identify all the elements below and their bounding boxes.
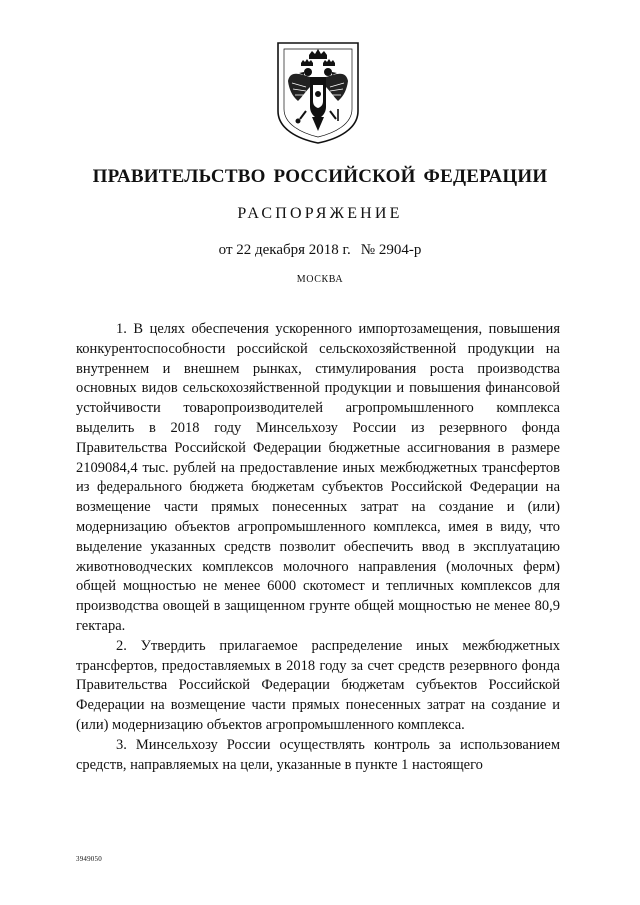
paragraph-3: 3. Минсельхозу России осуществлять контроль за использованием средств, направляемых на цели, указанные в пункте 1 настоящего [76, 736, 560, 773]
document-date: от 22 декабря 2018 г. [218, 242, 351, 258]
document-body [76, 320, 560, 775]
paragraph-1: 1. В целях обеспечения ускоренного импортозамещения, повышения конкурентоспособности российской сельскохозяйственной продукции на внутреннем и внешнем рынках, стимулирования роста производства основных видов сельскохозяйственной продукции и повышения финансовой устойчивости товаропроизводителей агропромышленного комплекса выделить в 2018 году Минсельхозу России из резервного фонда Правительства Российской Федерации бюджетные ассигнования в размере 2109084,4 тыс. рублей на предоставление иных межбюджетных трансфертов из федерального бюджета бюджетам субъектов Российской Федерации на возмещение части прямых понесенных затрат на создание и (или) модернизацию объектов агропромышленного комплекса, имея в виду, что выделение указанных средств позволит обеспечить ввод в эксплуатацию животноводческих комплексов молочного направления (молочных ферм) общей мощностью не менее 6000 скотомест и тепличных комплексов для производства овощей в защищенном грунте общей мощностью не менее 80,9 гектара. [76, 321, 560, 634]
document-number: № 2904-р [360, 242, 422, 258]
document-city: МОСКВА [296, 274, 344, 285]
government-title: ПРАВИТЕЛЬСТВО РОССИЙСКОЙ ФЕДЕРАЦИИ [92, 166, 548, 187]
paragraph-2: 2. Утвердить прилагаемое распределение иных межбюджетных трансфертов, предоставляемых в 2018 году за счет средств резервного фонда Правительства Российской Федерации бюджетам субъектов Российской Федерации на возмещение части прямых понесенных затрат на создание и (или) модернизацию объектов агропромышленного комплекса. [76, 637, 560, 733]
document-type: РАСПОРЯЖЕНИЕ [237, 205, 403, 222]
russian-coat-of-arms-icon [276, 41, 360, 145]
document-date-line [0, 242, 640, 259]
footer-document-code: 3949050 [76, 855, 102, 863]
